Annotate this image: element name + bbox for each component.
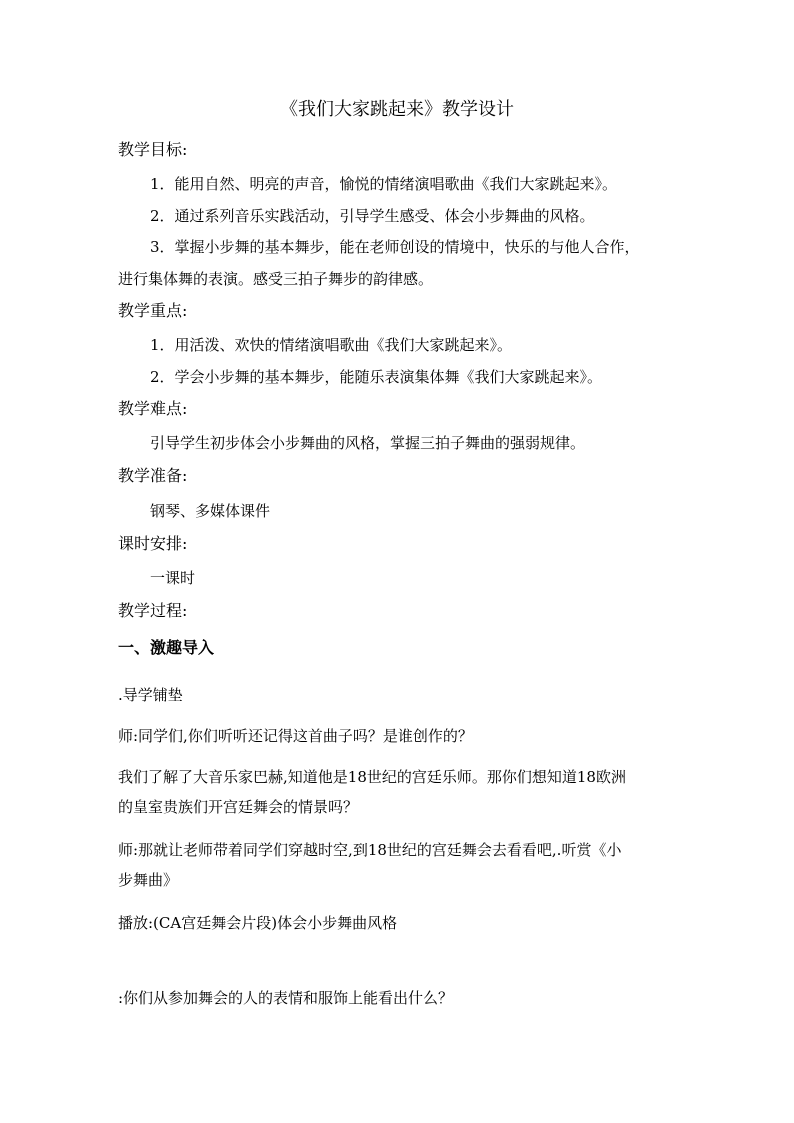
- process-paragraph-4-line-2: 步舞曲》: [118, 871, 179, 889]
- preparation-heading: 教学准备:: [118, 466, 188, 485]
- process-paragraph-3-line-2: 的皇室贵族们开宫廷舞会的情景吗？: [118, 798, 359, 816]
- objective-item-3: 3．掌握小步舞的基本舞步，能在老师创设的情境中，快乐的与他人合作，: [150, 238, 640, 256]
- process-paragraph-6: :你们从参加舞会的人的表情和服饰上能看出什么？: [118, 989, 454, 1007]
- preparation-text: 钢琴、多媒体课件: [150, 502, 271, 520]
- process-paragraph-2: 师:同学们,你们听听还记得这首曲子吗？是谁创作的？: [118, 727, 473, 745]
- process-paragraph-1: .导学铺垫: [118, 686, 183, 704]
- objective-item-1: 1．能用自然、明亮的声音，愉悦的情绪演唱歌曲《我们大家跳起来》。: [150, 175, 618, 193]
- section-1-heading: 一、激趣导入: [118, 638, 215, 657]
- objective-item-2: 2．通过系列音乐实践活动，引导学生感受、体会小步舞曲的风格。: [150, 207, 595, 225]
- document-title: 《我们大家跳起来》教学设计: [280, 99, 514, 120]
- key-point-item-1: 1．用活泼、欢快的情绪演唱歌曲《我们大家跳起来》。: [150, 336, 513, 354]
- difficulties-text: 引导学生初步体会小步舞曲的风格，掌握三拍子舞曲的强弱规律。: [150, 434, 586, 452]
- key-point-item-2: 2．学会小步舞的基本舞步，能随乐表演集体舞《我们大家跳起来》。: [150, 368, 603, 386]
- key-points-heading: 教学重点:: [118, 301, 188, 320]
- difficulties-heading: 教学难点:: [118, 399, 188, 418]
- schedule-text: 一课时: [150, 569, 196, 587]
- objective-item-3-continuation: 进行集体舞的表演。感受三拍子舞步的韵律感。: [118, 270, 434, 288]
- process-paragraph-4-line-1: 师:那就让老师带着同学们穿越时空,到18世纪的宫廷舞会去看看吧,.听赏《小: [118, 841, 622, 859]
- objectives-heading: 教学目标:: [118, 140, 188, 159]
- process-paragraph-5: 播放:(CA宫廷舞会片段)体会小步舞曲风格: [118, 914, 398, 932]
- process-paragraph-3-line-1: 我们了解了大音乐家巴赫,知道他是18世纪的宫廷乐师。那你们想知道18欧洲: [118, 768, 626, 786]
- process-heading: 教学过程:: [118, 601, 188, 620]
- schedule-heading: 课时安排:: [118, 534, 188, 553]
